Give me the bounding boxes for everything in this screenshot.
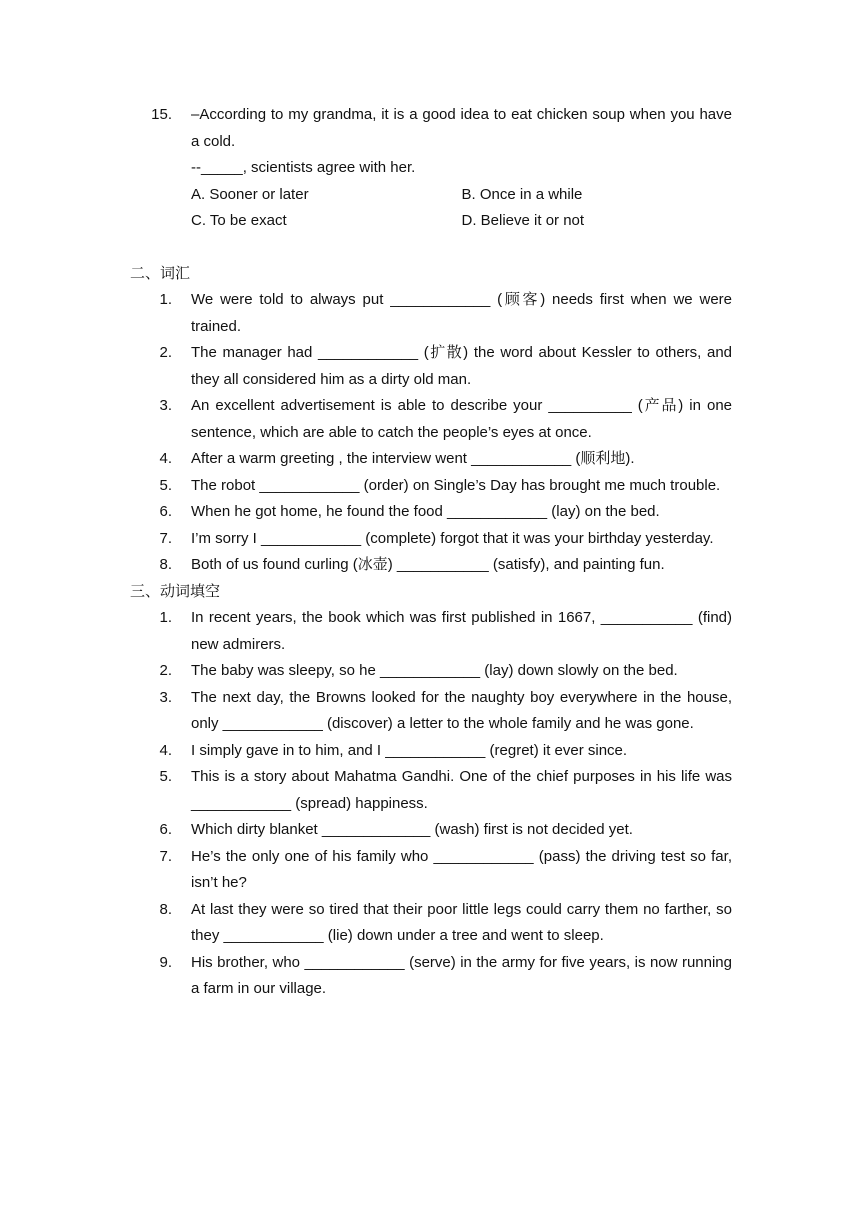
item-text: The manager had ____________ (扩散) the word about Kessler to others, and they all considered him as a dirty old man. <box>191 344 732 388</box>
verb-fill-list <box>130 605 732 1003</box>
list-item <box>130 552 732 579</box>
item-text: We were told to always put ____________ (顾客) needs first when we were trained. <box>191 291 732 335</box>
item-text: After a warm greeting , the interview went ____________ (顺利地). <box>191 450 635 467</box>
vocabulary-list <box>130 287 732 579</box>
list-item <box>130 685 732 738</box>
option-d: D. Believe it or not <box>461 212 585 229</box>
list-item <box>130 844 732 897</box>
item-number: 5. <box>159 476 172 494</box>
item-text: The baby was sleepy, so he ____________ (lay) down slowly on the bed. <box>191 662 678 679</box>
item-number: 3. <box>159 688 172 706</box>
item-text: When he got home, he found the food ____________ (lay) on the bed. <box>191 503 660 520</box>
item-number: 2. <box>159 662 172 679</box>
list-item <box>130 499 732 526</box>
list-item <box>130 473 732 500</box>
item-text: I’m sorry I ____________ (complete) forgot that it was your birthday yesterday. <box>191 529 714 547</box>
item-number: 7. <box>159 529 172 547</box>
item-number: 7. <box>159 847 172 865</box>
item-number: 2. <box>159 344 172 361</box>
list-item <box>130 287 732 340</box>
list-item <box>130 897 732 950</box>
item-number: 4. <box>159 741 172 759</box>
option-b: B. Once in a while <box>461 185 583 203</box>
list-item <box>130 950 732 1003</box>
item-number: 1. <box>159 609 172 626</box>
item-text: An excellent advertisement is able to describe your __________ (产品) in one sentence, which are able to catch the people’s eyes at once. <box>191 397 732 441</box>
list-item <box>130 340 732 393</box>
item-number: 1. <box>159 291 172 308</box>
item-text: I simply gave in to him, and I ____________ (regret) it ever since. <box>191 741 628 759</box>
list-item <box>130 446 732 473</box>
item-text: The robot ____________ (order) on Single’s Day has brought me much trouble. <box>191 476 721 494</box>
question-number: 15. <box>151 106 172 123</box>
list-item <box>130 658 732 685</box>
item-text: Both of us found curling (冰壶) ___________ (satisfy), and painting fun. <box>191 556 665 573</box>
item-number: 8. <box>159 900 172 918</box>
item-number: 3. <box>159 397 172 414</box>
item-number: 6. <box>159 821 172 838</box>
list-item <box>130 764 732 817</box>
item-text: At last they were so tired that their poor little legs could carry them no farther, so they ____________ (lie) down under a tree and went to sleep. <box>191 900 732 944</box>
option-c: C. To be exact <box>191 212 287 229</box>
section-verb-fill-heading: 三、动词填空 <box>130 582 221 600</box>
document-content <box>130 102 732 1003</box>
item-number: 8. <box>159 556 172 573</box>
list-item <box>130 393 732 446</box>
item-text: Which dirty blanket _____________ (wash) first is not decided yet. <box>191 821 633 838</box>
section-vocabulary-heading: 二、词汇 <box>130 264 191 282</box>
item-text: His brother, who ____________ (serve) in the army for five years, is now running a farm in our village. <box>191 953 732 997</box>
option-a: A. Sooner or later <box>191 185 309 203</box>
item-number: 9. <box>159 953 172 971</box>
item-text: This is a story about Mahatma Gandhi. One of the chief purposes in his life was ____________ (spread) happiness. <box>191 768 732 812</box>
list-item <box>130 817 732 844</box>
question-text: –According to my grandma, it is a good idea to eat chicken soup when you have a cold. <box>191 106 732 150</box>
item-text: The next day, the Browns looked for the naughty boy everywhere in the house, only ____________ (discover) a letter to the whole family and he was gone. <box>191 688 732 732</box>
list-item <box>130 738 732 765</box>
list-item <box>130 605 732 658</box>
options-row-1 <box>130 182 732 209</box>
item-text: In recent years, the book which was first published in 1667, ___________ (find) new admirers. <box>191 609 732 653</box>
question-15 <box>130 102 732 155</box>
item-number: 6. <box>159 503 172 520</box>
list-item <box>130 526 732 553</box>
item-number: 4. <box>159 450 172 467</box>
options-row-2 <box>130 208 732 235</box>
item-number: 5. <box>159 768 172 785</box>
item-text: He’s the only one of his family who ____________ (pass) the driving test so far, isn’t he? <box>191 847 732 891</box>
question-15-response: --_____, scientists agree with her. <box>191 159 416 176</box>
